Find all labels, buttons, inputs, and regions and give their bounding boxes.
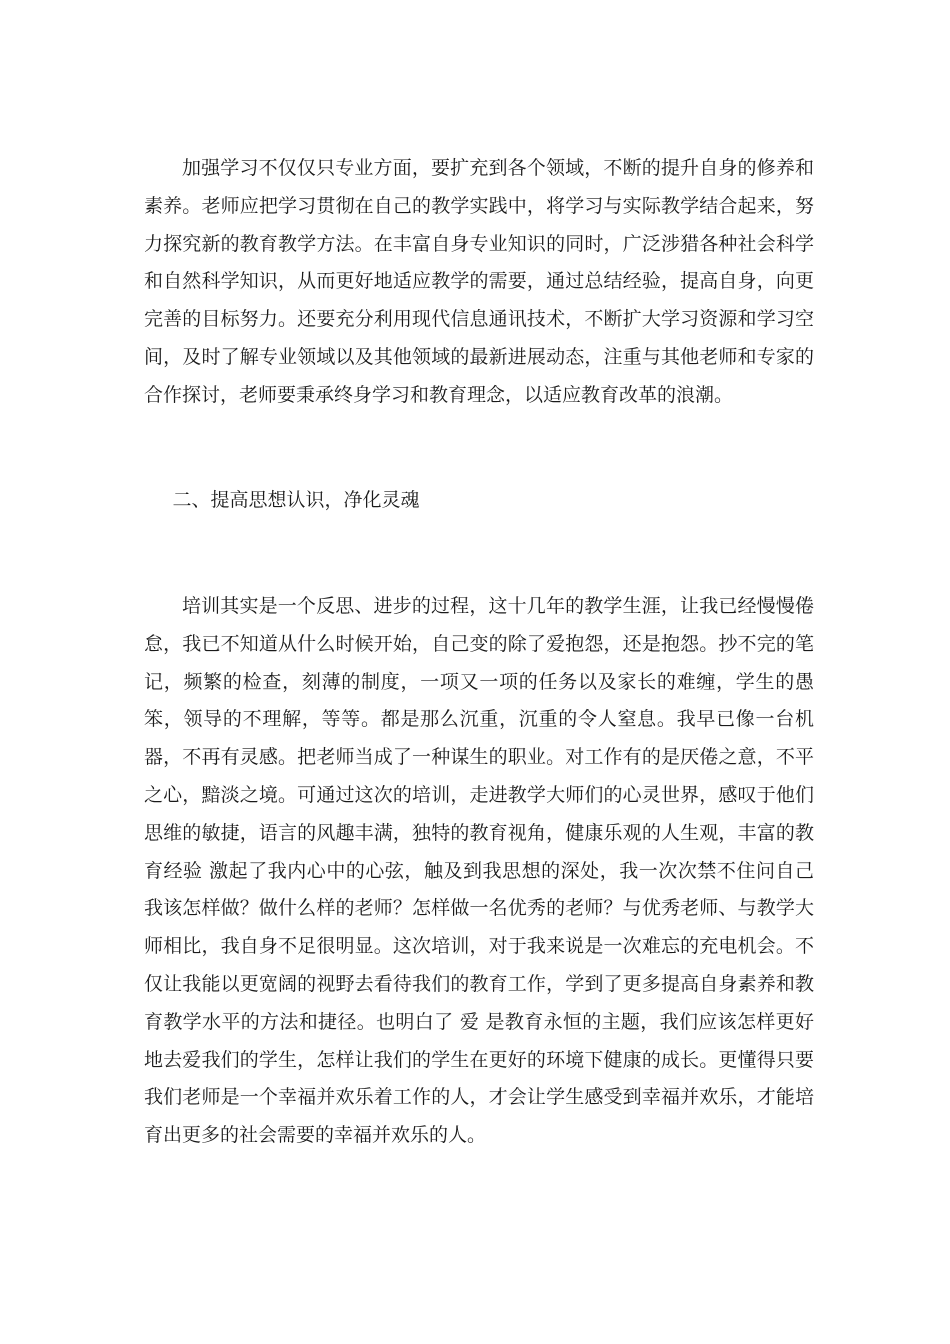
section-heading: 二、提高思想认识，净化灵魂 — [172, 489, 420, 511]
body-paragraph-2: 培训其实是一个反思、进步的过程，这十几年的教学生涯，让我已经慢慢倦怠，我已不知道从什么时候开始，自己变的除了爱抱怨，还是抱怨。抄不完的笔记，频繁的检查，刻薄的制度，一项又一项的任务以及家长的难缠，学生的愚笨，领导的不理解，等等。都是那么沉重，沉重的令人窒息。我早已像一台机器，不再有灵感。把老师当成了一种谋生的职业。对工作有的是厌倦之意，不平之心，黯淡之境。可通过这次的培训，走进教学大师们的心灵世界，感叹于他们思维的敏捷，语言的风趣丰满，独特的教育视角，健康乐观的人生观，丰富的教育经验 激起了我内心中的心弦，触及到我思想的深处，我一次次禁不住问自己我该怎样做？做什么样的老师？怎样做一名优秀的老师？与优秀老师、与教学大师相比，我自身不足很明显。这次培训，对于我来说是一次难忘的充电机会。不仅让我能以更宽阔的视野去看待我们的教育工作，学到了更多提高自身素养和教育教学水平的方法和捷径。也明白了 爱 是教育永恒的主题，我们应该怎样更好地去爱我们的学生，怎样让我们的学生在更好的环境下健康的成长。更懂得只要我们老师是一个幸福并欢乐着工作的人，才会让学生感受到幸福并欢乐，才能培育出更多的社会需要的幸福并欢乐的人。 — [144, 595, 814, 1147]
body-paragraph-1: 加强学习不仅仅只专业方面，要扩充到各个领域，不断的提升自身的修养和素养。老师应把学习贯彻在自己的教学实践中，将学习与实际教学结合起来，努力探究新的教育教学方法。在丰富自身专业知识的同时，广泛涉猎各种社会科学和自然科学知识，从而更好地适应教学的需要，通过总结经验，提高自身，向更完善的目标努力。还要充分利用现代信息通讯技术，不断扩大学习资源和学习空间，及时了解专业领域以及其他领域的最新进展动态，注重与其他老师和专家的合作探讨，老师要秉承终身学习和教育理念，以适应教育改革的浪潮。 — [144, 157, 814, 406]
